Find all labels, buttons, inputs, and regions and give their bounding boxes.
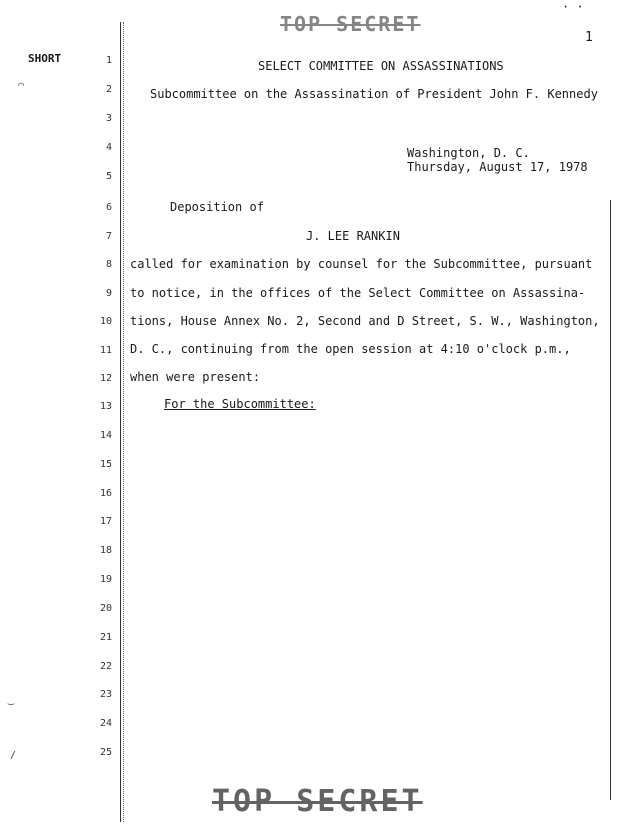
body-line: tions, House Annex No. 2, Second and D Street, S. W., Washington, — [130, 314, 600, 328]
line-number: 15 — [99, 459, 112, 470]
date: Thursday, August 17, 1978 — [407, 160, 588, 174]
subcommittee-heading: Subcommittee on the Assassination of President John F. Kennedy — [150, 87, 598, 101]
line-number: 14 — [99, 430, 112, 441]
line-number: 17 — [99, 516, 112, 527]
short-label: SHORT — [28, 52, 62, 65]
stray-mark: / — [10, 750, 17, 761]
stray-mark: ‿ — [8, 695, 15, 706]
line-number: 11 — [99, 345, 112, 356]
page-number: 1 — [585, 30, 593, 45]
line-number: 24 — [99, 718, 112, 729]
left-margin-rule — [120, 22, 121, 822]
left-margin-rule-dotted — [123, 22, 124, 822]
line-number: 2 — [105, 84, 112, 95]
line-number: 21 — [99, 632, 112, 643]
line-number: 5 — [105, 171, 112, 182]
line-number: 12 — [99, 373, 112, 384]
deposition-of: Deposition of — [170, 200, 264, 214]
line-number: 13 — [99, 401, 112, 412]
line-number: 20 — [99, 603, 112, 614]
place: Washington, D. C. — [407, 146, 530, 160]
body-line: to notice, in the offices of the Select Committee on Assassina- — [130, 286, 586, 300]
corner-dots: · · — [562, 0, 584, 14]
line-number: 9 — [105, 288, 112, 299]
right-margin-rule — [610, 200, 611, 800]
body-line: when were present: — [130, 370, 261, 384]
top-secret-stamp-bottom: TOP SECRET — [212, 784, 423, 819]
line-number: 3 — [105, 113, 112, 124]
committee-heading: SELECT COMMITTEE ON ASSASSINATIONS — [258, 59, 504, 73]
line-number: 10 — [99, 316, 112, 327]
stray-mark: ⌒ — [18, 80, 25, 91]
line-number: 19 — [99, 574, 112, 585]
top-secret-stamp-top: TOP SECRET — [280, 12, 421, 36]
witness-name: J. LEE RANKIN — [306, 229, 400, 243]
line-number: 6 — [105, 202, 112, 213]
line-number: 8 — [105, 259, 112, 270]
line-number: 23 — [99, 689, 112, 700]
body-line: D. C., continuing from the open session at 4:10 o'clock p.m., — [130, 342, 571, 356]
body-line: called for examination by counsel for the Subcommittee, pursuant — [130, 257, 593, 271]
line-number: 22 — [99, 661, 112, 672]
line-number: 1 — [105, 55, 112, 66]
line-number: 16 — [99, 488, 112, 499]
line-number: 25 — [99, 747, 112, 758]
for-subcommittee-heading: For the Subcommittee: — [164, 397, 316, 411]
line-number: 18 — [99, 545, 112, 556]
line-number: 7 — [105, 231, 112, 242]
line-number: 4 — [105, 142, 112, 153]
